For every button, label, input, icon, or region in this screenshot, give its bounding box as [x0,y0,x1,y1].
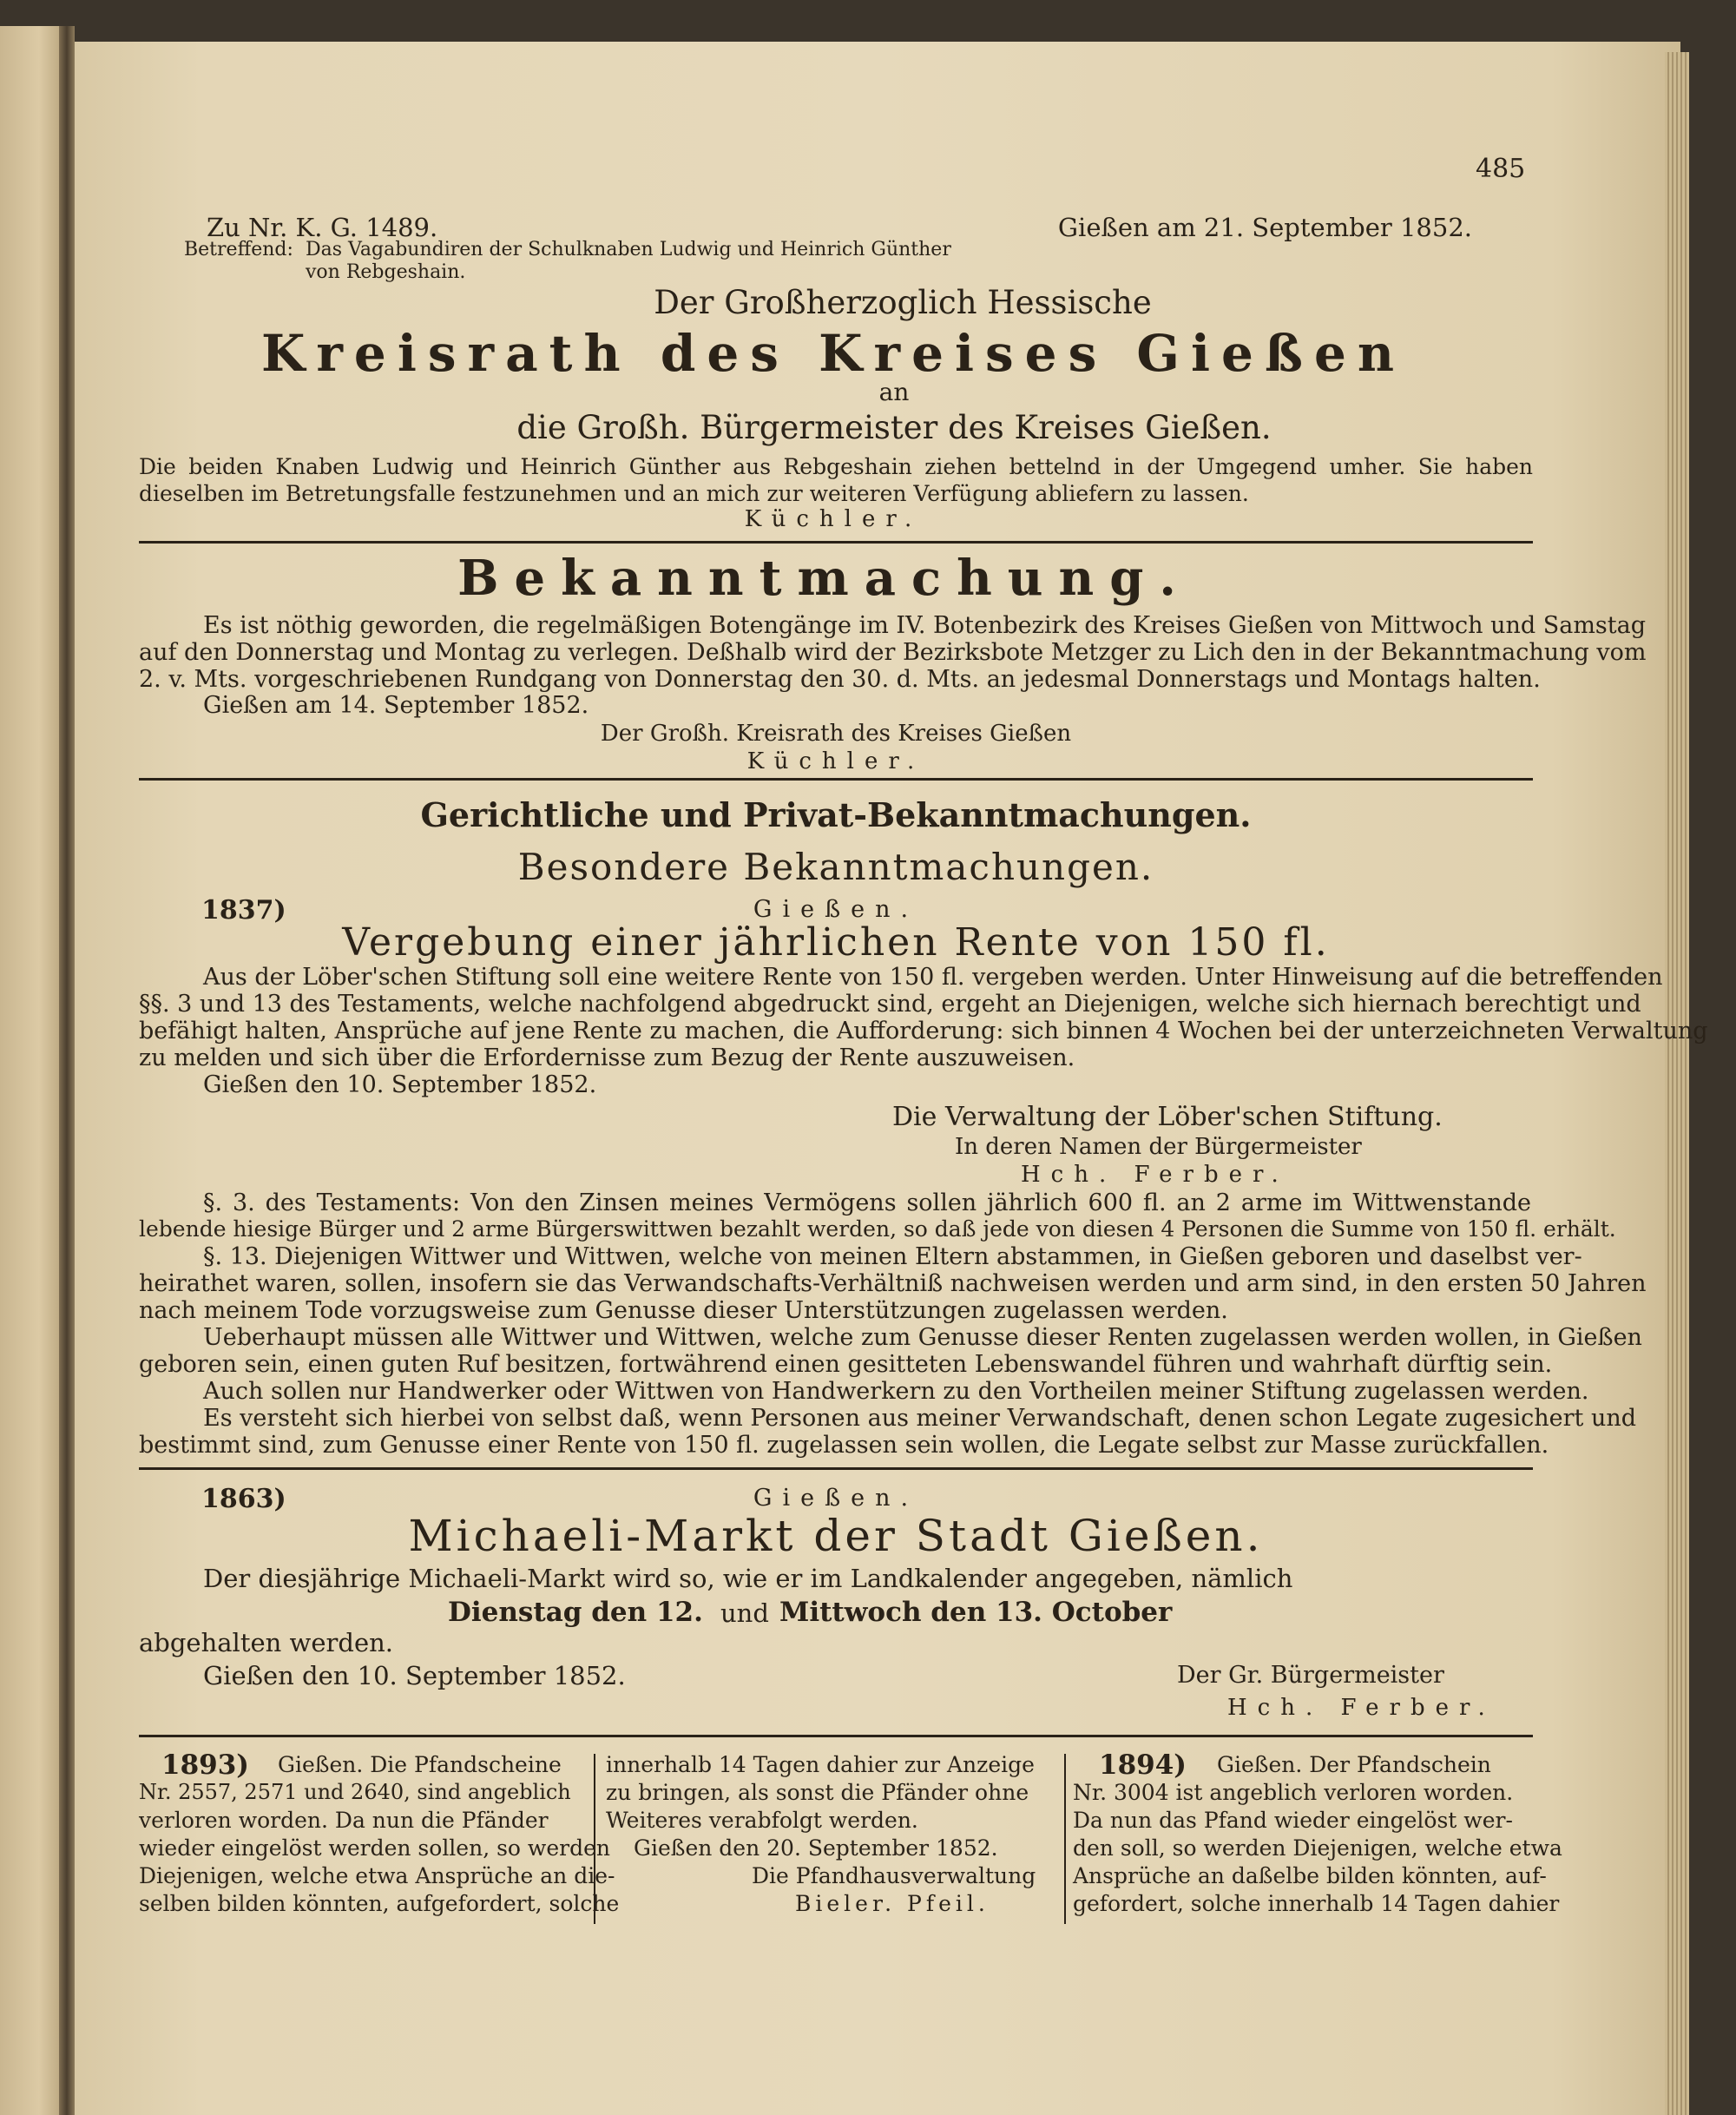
section-title: Gerichtliche und Privat-Bekanntmachungen. [420,795,1252,834]
notice-1837-sign-line-1: Die Verwaltung der Löber'schen Stiftung. [892,1102,1443,1132]
notice2-body-line-2: auf den Donnerstag und Montag zu verlegen. Deßhalb wird der Bezirksbote Metzger zu Lich den in der Bekanntmachung vom [139,639,1647,666]
notice-1863-date-a: Dienstag den 12. [448,1597,703,1628]
notice-1894-line-3: Da nun das Pfand wieder eingelöst wer- [1073,1808,1513,1833]
divider-rule-1 [139,541,1533,544]
divider-rule-3 [139,1467,1533,1470]
header-place-date: Gießen am 21. September 1852. [1057,213,1472,242]
testament-line-4: heirathet waren, sollen, insofern sie das Verwandschafts-Verhältniß nachweisen werden und arm sind, in den ersten 50 Jahren [139,1270,1647,1297]
notice1-an: an [878,378,910,406]
notice-1863-number: 1863) [201,1484,286,1514]
notice-1863-place: Gießen. [753,1485,919,1512]
notice2-date-line: Gießen am 14. September 1852. [203,692,589,719]
testament-line-1: §. 3. des Testaments: Von den Zinsen meines Vermögens sollen jährlich 600 fl. an 2 arme im Wittwenstande [203,1189,1531,1216]
notice-1863-date-b: Mittwoch den 13. October [779,1597,1173,1628]
notice-1863-title: Michaeli-Markt der Stadt Gießen. [408,1511,1264,1561]
notice-1893-col2-line-1: innerhalb 14 Tagen dahier zur Anzeige [606,1752,1035,1777]
divider-rule-2 [139,778,1533,781]
page-number: 485 [1476,154,1526,184]
notice-1894-line-1: Gießen. Der Pfandschein [1217,1752,1491,1777]
notice-1837-sign-line-3: Hch. Ferber. [1021,1162,1289,1188]
subject-label: Betreffend: [184,239,293,260]
subject-line-1: Das Vagabundiren der Schulknaben Ludwig und Heinrich Günther [306,239,951,260]
notice-1893-col1-line-2: Nr. 2557, 2571 und 2640, sind angeblich [139,1780,571,1804]
notice-1837-title: Vergebung einer jährlichen Rente von 150 fl. [342,920,1330,965]
notice-1893-col1-line-3: verloren worden. Da nun die Pfänder [139,1808,549,1833]
notice-1863-authority: Der Gr. Bürgermeister [1177,1662,1444,1689]
testament-line-5: nach meinem Tode vorzugsweise zum Genusse dieser Unterstützungen zugelassen werden. [139,1297,1228,1324]
notice-1893-date-line: Gießen den 20. September 1852. [634,1835,998,1861]
notice-1893-col2-line-2: zu bringen, als sonst die Pfänder ohne [606,1780,1029,1805]
notice-1837-line-4: zu melden und sich über die Erfordernisse zum Bezug der Rente auszuweisen. [139,1044,1075,1071]
notice-1893-col1-line-5: Diejenigen, welche etwa Ansprüche an die- [139,1863,615,1888]
notice2-authority: Der Großh. Kreisrath des Kreises Gießen [600,721,1072,747]
notice-1863-date-und: und [720,1598,769,1628]
section-subtitle: Besondere Bekanntmachungen. [517,846,1154,888]
notice-1863-line-1: Der diesjährige Michaeli-Markt wird so, wie er im Landkalender angegeben, nämlich [203,1564,1293,1593]
notice-1893-col1-line-6: selben bilden könnten, aufgefordert, solche [139,1891,620,1916]
testament-line-6: Ueberhaupt müssen alle Wittwer und Wittwen, welche zum Genusse dieser Renten zugelassen werden wollen, in Gießen [203,1324,1642,1351]
subject-line-2: von Rebgeshain. [306,261,466,283]
notice-1837-place: Gießen. [753,896,919,923]
notice-1837-date-line: Gießen den 10. September 1852. [203,1071,597,1098]
notice-1893-signature: Bieler. Pfeil. [795,1891,990,1916]
reference-number: Zu Nr. K. G. 1489. [207,213,438,242]
notice2-body-line-3: 2. v. Mts. vorgeschriebenen Rundgang von Donnerstag den 30. d. Mts. an jedesmal Donnerstags und Montags halten. [139,666,1541,693]
authority-line-1: Der Großherzoglich Hessische [654,284,1152,321]
notice-1837-line-3: befähigt halten, Ansprüche auf jene Rente zu machen, die Aufforderung: sich binnen 4 Wochen bei der unterzeichneten Verwaltung [139,1018,1708,1044]
notice-1837-sign-line-2: In deren Namen der Bürgermeister [955,1134,1362,1160]
notice1-signature: Küchler. [744,506,923,532]
testament-line-8: Auch sollen nur Handwerker oder Wittwen von Handwerkern zu den Vortheilen meiner Stiftung zugelassen werden. [203,1378,1589,1405]
authority-line-2: Kreisrath des Kreises Gießen [260,324,1406,383]
notice1-body-line-1: Die beiden Knaben Ludwig und Heinrich Günther aus Rebgeshain ziehen bettelnd in der Umgegend umher. Sie haben [139,454,1533,479]
testament-line-9: Es versteht sich hierbei von selbst daß, wenn Personen aus meiner Verwandschaft, denen schon Legate zugesichert und [203,1405,1637,1432]
recipient-line: die Großh. Bürgermeister des Kreises Gießen. [516,409,1272,446]
bekanntmachung-title: Bekanntmachung. [457,550,1192,607]
divider-rule-4 [139,1735,1533,1737]
notice1-body-line-2: dieselben im Betretungsfalle festzunehmen und an mich zur weiteren Verfügung abliefern zu lassen. [139,481,1249,506]
notice-1893-col1-line-1: Gießen. Die Pfandscheine [278,1752,562,1777]
notice-1863-line-3: abgehalten werden. [139,1628,394,1657]
notice-1893-authority: Die Pfandhausverwaltung [752,1863,1036,1888]
notice-1894-line-5: Ansprüche an daßelbe bilden könnten, auf- [1073,1863,1547,1888]
notice-1863-date-line: Gießen den 10. September 1852. [203,1661,626,1690]
notice-1893-col1-line-4: wieder eingelöst werden sollen, so werden [139,1835,610,1861]
notice-1894-line-6: gefordert, solche innerhalb 14 Tagen dahier [1073,1891,1560,1916]
notice2-body-line-1: Es ist nöthig geworden, die regelmäßigen Botengänge im IV. Botenbezirk des Kreises Gießen von Mittwoch und Samstag [203,612,1647,639]
testament-line-7: geboren sein, einen guten Ruf besitzen, fortwährend einen gesitteten Lebenswandel führen und wahrhaft dürftig sein. [139,1351,1553,1378]
testament-line-3: §. 13. Diejenigen Wittwer und Wittwen, welche von meinen Eltern abstammen, in Gießen geboren und daselbst ver- [203,1243,1582,1270]
notice-1893-number: 1893) [161,1749,249,1781]
notice-1894-line-4: den soll, so werden Diejenigen, welche etwa [1073,1835,1562,1861]
notice-1893-col2-line-3: Weiteres verabfolgt werden. [606,1808,918,1833]
notice-1837-line-1: Aus der Löber'schen Stiftung soll eine weitere Rente von 150 fl. vergeben werden. Unter Hinweisung auf die betreffenden [203,964,1663,991]
notice-1837-number: 1837) [201,895,286,926]
testament-line-10: bestimmt sind, zum Genusse einer Rente von 150 fl. zugelassen sein wollen, die Legate selbst zur Masse zurückfallen. [139,1432,1549,1459]
column-rule-2 [1064,1754,1066,1924]
notice-1863-signature: Hch. Ferber. [1227,1695,1496,1721]
notice-1894-number: 1894) [1099,1749,1187,1781]
notice-1837-line-2: §§. 3 und 13 des Testaments, welche nachfolgend abgedruckt sind, ergeht an Diejenigen, welche sich hiernach berechtigt und [139,991,1641,1018]
testament-line-2: lebende hiesige Bürger und 2 arme Bürgerswittwen bezahlt werden, so daß jede von diesen 4 Personen die Summe von 150 fl. erhält. [139,1216,1616,1242]
notice-1894-line-2: Nr. 3004 ist angeblich verloren worden. [1073,1780,1514,1805]
notice2-signature: Küchler. [746,748,925,774]
